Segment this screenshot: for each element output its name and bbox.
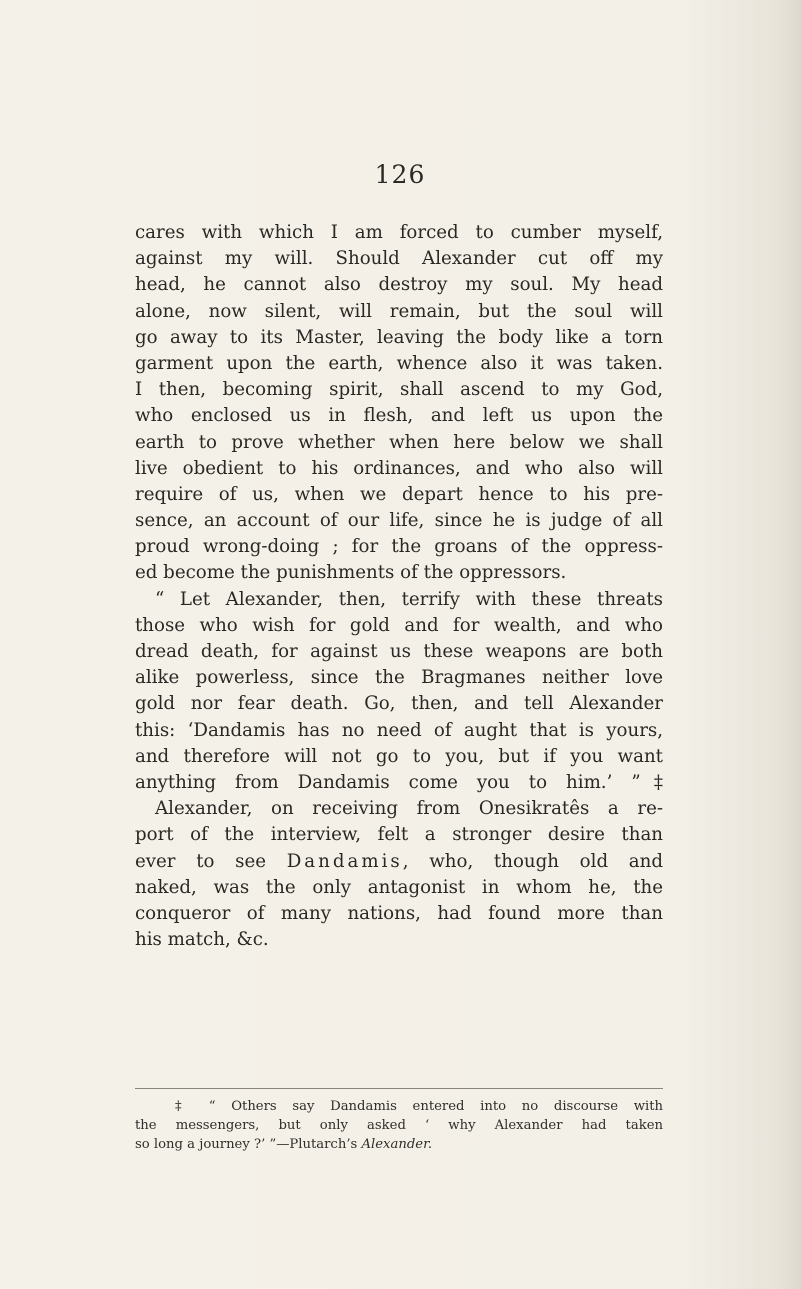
text-fragment: , who, though old and xyxy=(402,850,663,872)
footnote-book-title: Alexander. xyxy=(361,1137,433,1152)
text-line: his match, &c. xyxy=(135,929,269,951)
text-line: this: ‘Dandamis has no need of aught that is yours, xyxy=(135,719,663,741)
footnote-line xyxy=(135,1097,663,1116)
text-line: against my will. Should Alexander cut off my xyxy=(135,248,663,270)
footnote-divider xyxy=(135,1088,663,1089)
text-line: require of us, when we depart hence to his pre- xyxy=(135,483,663,505)
text-line: live obedient to his ordinances, and who also will xyxy=(135,457,663,479)
text-line: dread death, for against us these weapons are both xyxy=(135,641,663,662)
text-line: anything from Dandamis come you to him.’ ”‡ xyxy=(135,771,663,793)
text-line: “ Let Alexander, then, terrify with these threats xyxy=(155,588,663,610)
text-line: alike powerless, since the Bragmanes neither love xyxy=(135,667,663,689)
text-line: naked, was the only antagonist in whom he, the xyxy=(135,876,663,898)
text-line: alone, now silent, will remain, but the soul will xyxy=(135,300,663,322)
body-text xyxy=(135,220,663,953)
text-line: gold nor fear death. Go, then, and tell Alexander xyxy=(135,693,663,715)
footnote-line xyxy=(135,1135,663,1154)
text-line: conqueror of many nations, had found more than xyxy=(135,902,663,924)
text-line: cares with which I am forced to cumber myself, xyxy=(135,222,663,243)
footnote-mark: ‡ xyxy=(175,1099,194,1114)
text-line: sence, an account of our life, since he is judge of all xyxy=(135,510,663,532)
text-line: and therefore will not go to you, but if you want xyxy=(135,745,663,767)
text-line: who enclosed us in flesh, and left us upon the xyxy=(135,405,663,427)
text-line: go away to its Master, leaving the body like a torn xyxy=(135,326,663,348)
footnote-text: so long a journey ?’ ”—Plutarch’s xyxy=(135,1137,358,1152)
footnote-line: the messengers, but only asked ‘ why Alexander had taken xyxy=(135,1118,663,1133)
text-line: head, he cannot also destroy my soul. My head xyxy=(135,274,663,296)
text-line: earth to prove whether when here below we shall xyxy=(135,431,663,453)
text-line: Alexander, on receiving from Onesikratês a re- xyxy=(155,798,663,820)
text-line: port of the interview, felt a stronger desire than xyxy=(135,824,663,846)
text-line: ed become the punishments of the oppressors. xyxy=(135,562,567,584)
spaced-name: Dandamis xyxy=(286,850,403,872)
footnote xyxy=(135,1097,663,1154)
text-line: garment upon the earth, whence also it was taken. xyxy=(135,352,663,374)
text-line-composite xyxy=(135,849,663,875)
text-line: those who wish for gold and for wealth, and who xyxy=(135,614,663,636)
text-line: I then, becoming spirit, shall ascend to my God, xyxy=(135,379,663,401)
text-line: proud wrong-doing ; for the groans of the oppress- xyxy=(135,536,663,558)
text-fragment: ever to see xyxy=(135,850,267,872)
page-number: 126 xyxy=(374,160,426,189)
footnote-text: “ Others say Dandamis entered into no discourse with xyxy=(208,1099,663,1114)
